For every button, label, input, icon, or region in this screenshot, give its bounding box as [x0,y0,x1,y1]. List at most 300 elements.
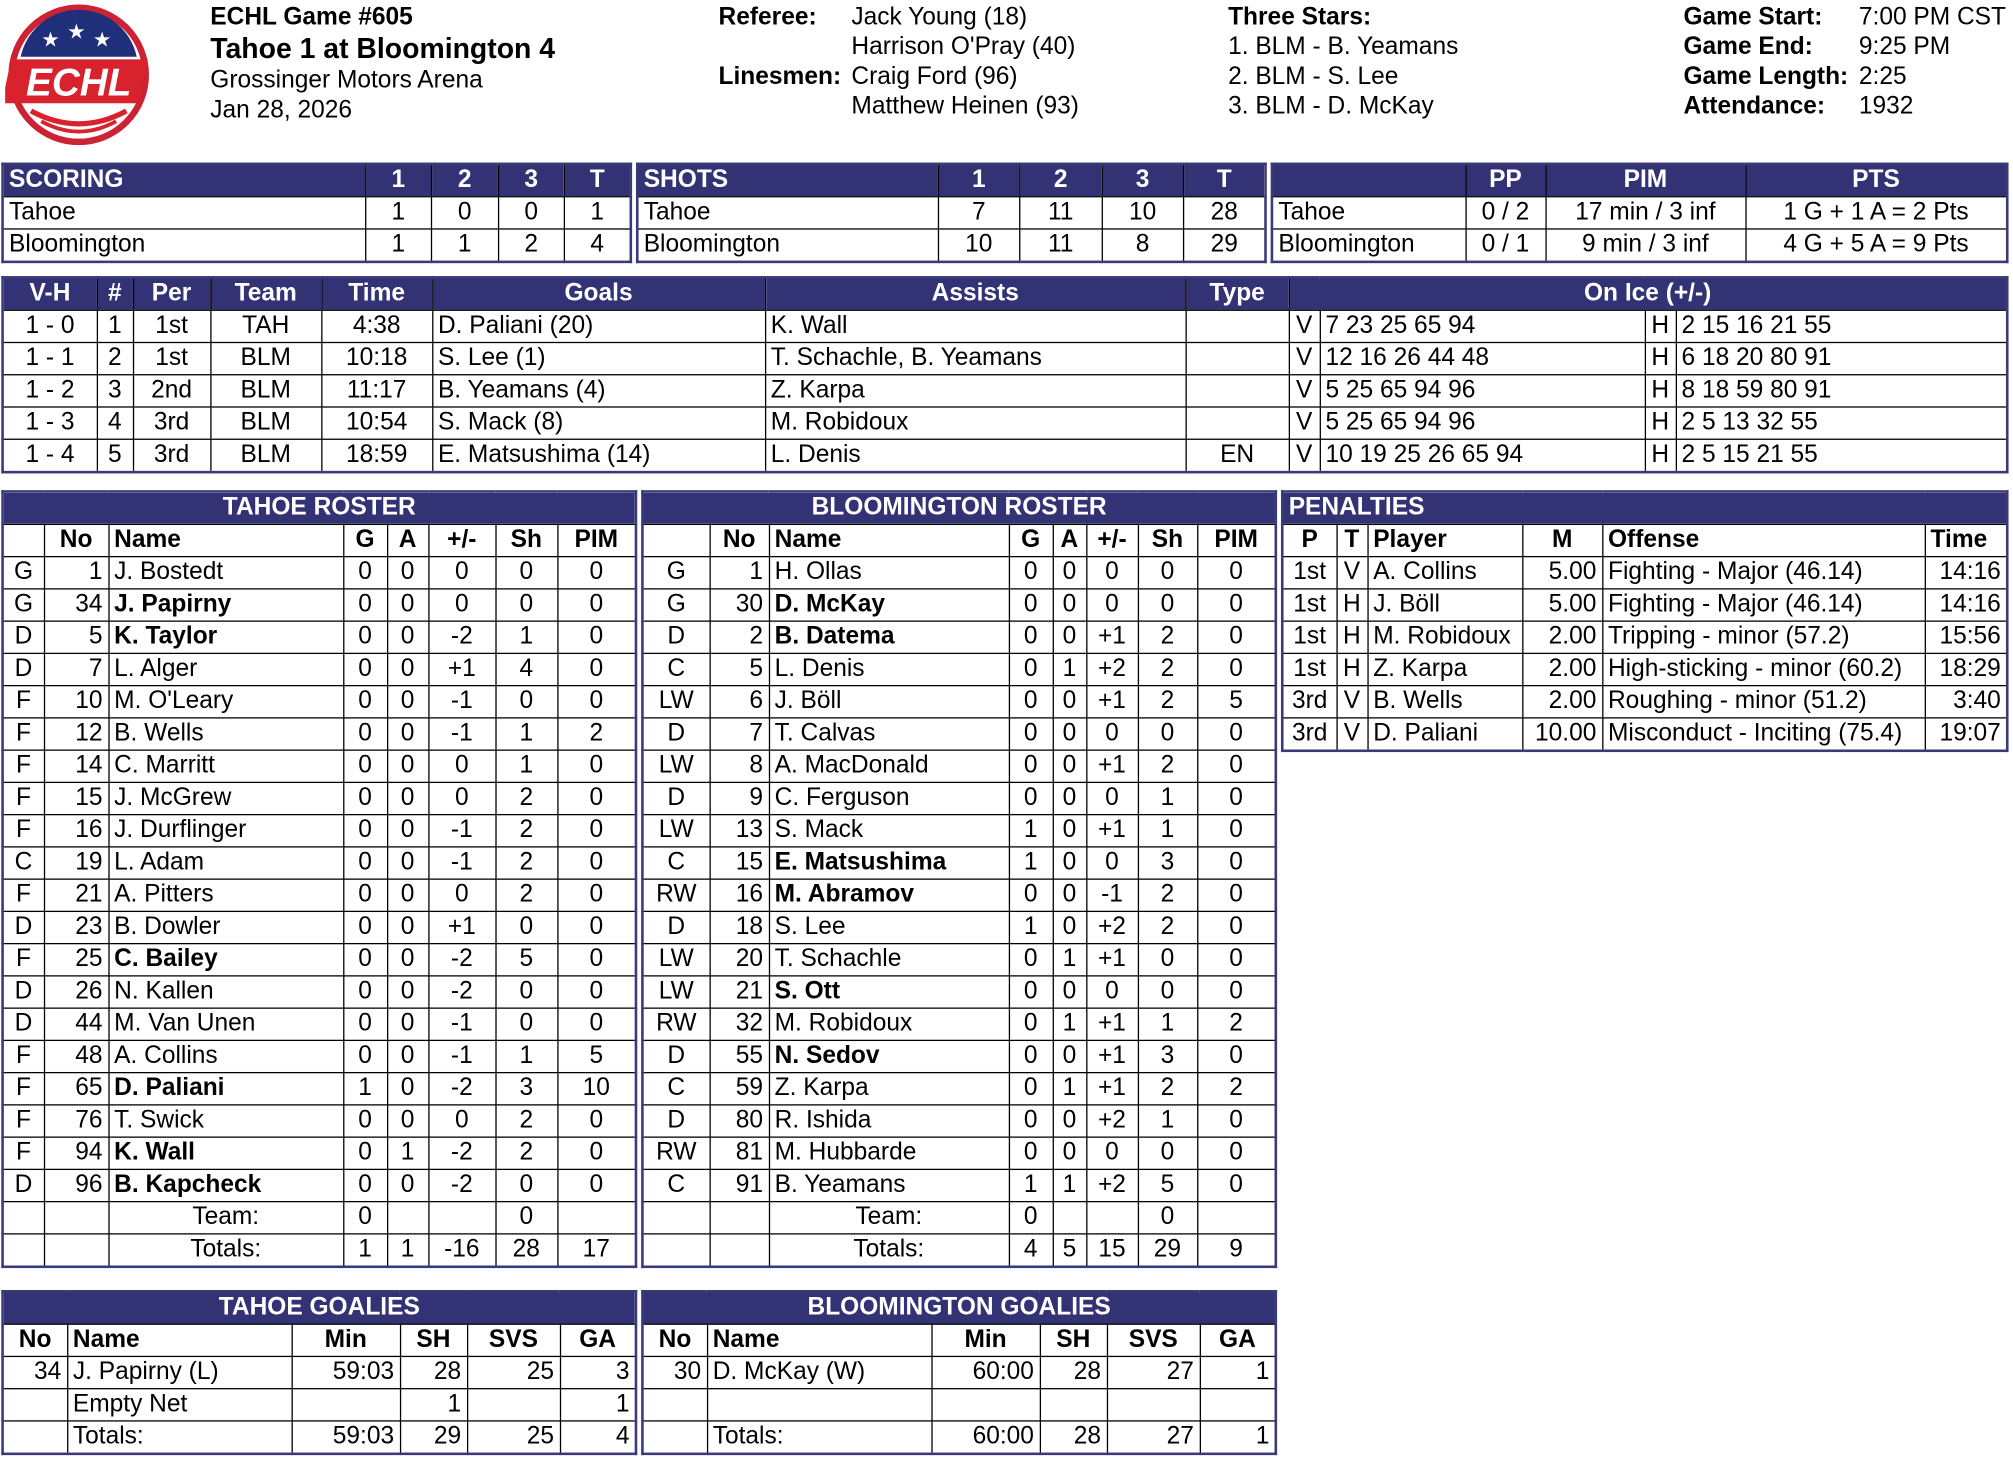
scoring-col-2: 2 [432,164,498,197]
player-name: K. Wall [108,1137,343,1169]
roster-row [3,1073,636,1105]
player-pim: 0 [1197,1040,1276,1072]
goalie-goals-against: 4 [560,1421,636,1454]
player-goals: 0 [1009,1105,1053,1137]
time-col: Time [321,277,432,310]
pen-period-col: P [1282,524,1336,556]
player-plus-minus: -1 [1086,879,1138,911]
penalty-offense: Tripping - minor (57.2) [1602,621,1925,653]
goal-assists: M. Robidoux [765,407,1186,439]
period-shots: 11 [1020,229,1102,262]
roster-row [642,879,1275,911]
game-length: 2:25 [1858,63,1907,91]
team-label: Team: [108,1202,343,1234]
totals-row [642,1234,1275,1267]
player-pim: 0 [557,815,636,847]
roster-row [3,589,636,621]
total-goals: 1 [343,1234,387,1267]
player-plus-minus: -1 [428,815,495,847]
player-plus-minus: 0 [428,1105,495,1137]
player-plus-minus: -1 [428,1040,495,1072]
penalty-row [1282,686,2007,718]
player-name: S. Lee [769,911,1009,943]
score-state: 1 - 3 [3,407,97,439]
scoring-col-t: T [564,164,630,197]
roster-row [3,782,636,814]
penalty-player: M. Robidoux [1367,621,1522,653]
player-position: F [3,750,44,782]
player-pim: 0 [557,879,636,911]
player-goals: 0 [1009,1137,1053,1169]
player-shots: 2 [1138,621,1197,653]
player-assists: 0 [1053,815,1087,847]
player-number: 26 [44,976,109,1008]
penalties-title: PENALTIES [1282,491,2007,524]
player-number: 6 [710,686,769,718]
total-plus-minus: 15 [1086,1234,1138,1267]
player-shots: 1 [495,750,557,782]
player-plus-minus: +1 [1086,1008,1138,1040]
player-goals: 0 [1009,944,1053,976]
player-shots: 2 [1138,911,1197,943]
player-plus-minus: +1 [428,911,495,943]
scoring-table [1,163,632,264]
player-number: 9 [710,782,769,814]
goalie-minutes: 60:00 [931,1356,1039,1388]
visitor-on-ice: 5 25 65 94 96 [1320,407,1645,439]
team-name: Tahoe [1272,197,1466,229]
game-start-label: Game Start: [1683,3,1823,31]
player-plus-minus: 0 [1086,718,1138,750]
player-assists: 0 [387,557,428,589]
goalie-saves: 25 [467,1421,560,1454]
vh-col: V-H [3,277,97,310]
player-assists: 0 [387,621,428,653]
player-name: L. Denis [769,653,1009,685]
visitor-marker: V [1289,375,1320,407]
period-score: 1 [365,197,431,229]
player-plus-minus: 0 [1086,782,1138,814]
player-number: 12 [44,718,109,750]
star-2: 2. BLM - S. Lee [1228,63,1399,91]
player-assists: 0 [1053,589,1087,621]
penalty-row [1282,718,2007,751]
player-position: RW [642,1137,709,1169]
player-assists: 0 [387,750,428,782]
player-goals: 0 [343,589,387,621]
game-end-label: Game End: [1683,33,1813,61]
total-pim: 9 [1197,1234,1276,1267]
player-assists: 1 [1053,944,1087,976]
goal-number: 1 [97,310,133,342]
penalty-minutes: 2.00 [1522,621,1602,653]
penalty-minutes: 10.00 [1522,718,1602,751]
player-plus-minus: +1 [428,653,495,685]
player-position: F [3,1073,44,1105]
goalie-number [642,1389,707,1421]
sh-col: Sh [495,524,557,556]
player-pim: 0 [1197,653,1276,685]
player-assists: 0 [1053,1137,1087,1169]
total-assists: 1 [387,1234,428,1267]
player-assists: 0 [387,1040,428,1072]
player-name: A. Pitters [108,879,343,911]
home-marker: H [1645,342,1676,374]
player-assists: 0 [1053,976,1087,1008]
penalty-time: 3:40 [1925,686,2008,718]
player-assists: 0 [1053,847,1087,879]
goal-type [1186,375,1289,407]
shots-col-t: T [1184,164,1266,197]
player-assists: 0 [387,1169,428,1201]
pts-value: 1 G + 1 A = 2 Pts [1745,197,2007,229]
player-plus-minus: -2 [428,1137,495,1169]
player-assists: 0 [387,911,428,943]
player-pim: 0 [557,653,636,685]
team-stats-row [3,1202,636,1234]
goal-assists: Z. Karpa [765,375,1186,407]
goalie-row [642,1356,1275,1388]
tahoe-roster-table [1,490,637,1268]
goalie-number: 30 [642,1356,707,1388]
player-number: 5 [44,621,109,653]
goalie-goals-against [1200,1389,1276,1421]
player-name: B. Yeamans [769,1169,1009,1201]
player-assists: 0 [387,1008,428,1040]
visitor-marker: V [1289,342,1320,374]
pen-time-col: Time [1925,524,2008,556]
player-goals: 0 [343,879,387,911]
player-name: N. Sedov [769,1040,1009,1072]
player-assists: 0 [1053,557,1087,589]
player-shots: 3 [1138,847,1197,879]
player-shots: 0 [495,911,557,943]
empty-cell [557,1202,636,1234]
goal-time: 4:38 [321,310,432,342]
player-position: RW [642,879,709,911]
period-score: 1 [432,229,498,262]
game-times [1683,3,2006,122]
goal-row [3,375,2008,407]
visitor-marker: V [1289,439,1320,472]
goalie-min-col: Min [931,1324,1039,1356]
three-stars [1228,3,1458,122]
visitor-marker: V [1289,310,1320,342]
player-plus-minus: 0 [428,782,495,814]
player-number: 1 [44,557,109,589]
roster-row [642,621,1275,653]
goalie-name: D. McKay (W) [707,1356,931,1388]
player-goals: 1 [1009,1169,1053,1201]
player-number: 65 [44,1073,109,1105]
player-plus-minus: 0 [1086,976,1138,1008]
goal-type [1186,342,1289,374]
player-name: S. Ott [769,976,1009,1008]
goalie-name: Totals: [67,1421,291,1454]
player-shots: 0 [495,686,557,718]
player-name: D. McKay [769,589,1009,621]
player-goals: 0 [343,686,387,718]
player-assists: 0 [387,815,428,847]
goalie-saves [1107,1389,1200,1421]
player-pim: 0 [557,621,636,653]
penalty-offense: High-sticking - minor (60.2) [1602,653,1925,685]
empty-cell [3,1202,44,1234]
goal-assists: L. Denis [765,439,1186,472]
goalie-name [707,1389,931,1421]
roster-row [642,815,1275,847]
penalty-offense: Fighting - Major (46.14) [1602,589,1925,621]
matchup-title: Tahoe 1 at Bloomington 4 [210,32,556,65]
goal-team: BLM [210,342,321,374]
player-shots: 1 [495,1040,557,1072]
penalty-minutes: 2.00 [1522,653,1602,685]
player-goals: 1 [1009,911,1053,943]
goalie-minutes: 60:00 [931,1421,1039,1454]
player-position: LW [642,944,709,976]
player-plus-minus: -2 [428,1073,495,1105]
player-shots: 0 [1138,718,1197,750]
player-number: 44 [44,1008,109,1040]
total-goals: 4 [1009,1234,1053,1267]
penalty-period: 3rd [1282,718,1336,751]
pts-col: PTS [1745,164,2007,197]
pts-value: 4 G + 5 A = 9 Pts [1745,229,2007,262]
roster-row [3,1008,636,1040]
scoring-col-1: 1 [365,164,431,197]
player-plus-minus: 0 [428,750,495,782]
player-shots: 4 [495,653,557,685]
player-pim: 0 [1197,1137,1276,1169]
roster-row [642,653,1275,685]
player-position: LW [642,686,709,718]
player-assists: 0 [387,718,428,750]
player-position: F [3,686,44,718]
svg-text:ECHL: ECHL [26,61,132,105]
player-position: G [642,557,709,589]
penalty-player: A. Collins [1367,557,1522,589]
player-position: F [3,718,44,750]
player-name: D. Paliani [108,1073,343,1105]
goalie-row [3,1356,636,1388]
player-pim: 0 [1197,782,1276,814]
player-number: 5 [710,653,769,685]
player-pim: 0 [1197,750,1276,782]
player-shots: 0 [1138,1137,1197,1169]
player-plus-minus: -1 [428,847,495,879]
goal-team: BLM [210,439,321,472]
player-position: D [3,976,44,1008]
player-number: 1 [710,557,769,589]
home-on-ice: 2 15 16 21 55 [1676,310,2008,342]
player-name: J. Böll [769,686,1009,718]
player-assists: 1 [1053,1073,1087,1105]
player-number: 19 [44,847,109,879]
player-goals: 0 [343,944,387,976]
penalty-period: 1st [1282,621,1336,653]
player-plus-minus: 0 [1086,557,1138,589]
player-assists: 1 [1053,653,1087,685]
player-position: LW [642,976,709,1008]
roster-row [3,1040,636,1072]
player-pim: 0 [1197,879,1276,911]
goalie-no-col: No [3,1324,68,1356]
goalie-row [3,1389,636,1421]
player-name: T. Calvas [769,718,1009,750]
goalie-number [3,1389,68,1421]
totals-label: Totals: [108,1234,343,1267]
team-col: Team [210,277,321,310]
player-pim: 0 [557,847,636,879]
score-state: 1 - 0 [3,310,97,342]
pp-value: 0 / 1 [1465,229,1545,262]
player-shots: 2 [1138,750,1197,782]
home-on-ice: 2 5 13 32 55 [1676,407,2008,439]
officials [719,3,1079,122]
player-name: J. Durflinger [108,815,343,847]
player-name: M. Hubbarde [769,1137,1009,1169]
type-col: Type [1186,277,1289,310]
roster-row [642,686,1275,718]
goal-period: 1st [133,310,210,342]
player-position: D [642,782,709,814]
player-plus-minus: 0 [1086,847,1138,879]
total-shots: 29 [1138,1234,1197,1267]
roster-row [3,750,636,782]
player-goals: 0 [343,750,387,782]
g-col: G [1009,524,1053,556]
player-goals: 0 [1009,976,1053,1008]
roster-row [3,686,636,718]
player-shots: 0 [495,1169,557,1201]
linesman-1: Craig Ford (96) [851,63,1018,91]
player-pim: 0 [557,557,636,589]
period-score: 1 [365,229,431,262]
penalty-row [1282,557,2007,589]
pen-offense-col: Offense [1602,524,1925,556]
player-plus-minus: -1 [428,718,495,750]
player-pim: 0 [557,686,636,718]
player-goals: 0 [1009,782,1053,814]
player-pim: 5 [557,1040,636,1072]
stars-label: Three Stars: [1228,3,1372,31]
penalty-team: V [1336,718,1367,751]
goals-table [1,276,2008,473]
player-pim: 0 [557,976,636,1008]
sh-col: Sh [1138,524,1197,556]
goalie-saves: 25 [467,1356,560,1388]
roster-row [3,911,636,943]
player-assists: 0 [1053,718,1087,750]
a-col: A [387,524,428,556]
penalty-time: 14:16 [1925,557,2008,589]
player-plus-minus: 0 [428,557,495,589]
team-goals: 0 [1009,1202,1053,1234]
team-name: Bloomington [637,229,938,262]
player-position: F [3,815,44,847]
tahoe-goalies-title: TAHOE GOALIES [3,1291,636,1324]
a-col: A [1053,524,1087,556]
tahoe-goalies-table [1,1290,637,1455]
player-position: F [3,944,44,976]
player-goals: 0 [1009,589,1053,621]
player-name: B. Kapcheck [108,1169,343,1201]
pp-col: PP [1465,164,1545,197]
player-shots: 2 [495,847,557,879]
roster-row [3,976,636,1008]
penalty-player: B. Wells [1367,686,1522,718]
player-plus-minus: -2 [428,976,495,1008]
penalty-time: 19:07 [1925,718,2008,751]
roster-row [3,944,636,976]
goal-type [1186,407,1289,439]
goalie-name-col: Name [707,1324,931,1356]
player-goals: 1 [343,1073,387,1105]
empty-cell [387,1202,428,1234]
player-assists: 1 [1053,1169,1087,1201]
goalie-number [3,1421,68,1454]
penalty-time: 18:29 [1925,653,2008,685]
scoring-title: SCORING [3,164,365,197]
assists-col: Assists [765,277,1186,310]
period-score: 0 [432,197,498,229]
player-goals: 0 [343,653,387,685]
player-plus-minus: +1 [1086,944,1138,976]
goal-row [3,407,2008,439]
game-length-label: Game Length: [1683,63,1849,91]
period-shots: 8 [1102,229,1184,262]
period-shots: 10 [938,229,1020,262]
goalie-svs-col: SVS [467,1324,560,1356]
goalie-name: Totals: [707,1421,931,1454]
player-number: 13 [710,815,769,847]
visitor-on-ice: 10 19 25 26 65 94 [1320,439,1645,472]
linesman-2: Matthew Heinen (93) [851,92,1079,120]
player-position: D [3,911,44,943]
player-number: 10 [44,686,109,718]
player-number: 23 [44,911,109,943]
roster-row [642,1137,1275,1169]
total-score: 1 [564,197,630,229]
pos-col [3,524,44,556]
player-goals: 0 [343,911,387,943]
player-plus-minus: +2 [1086,1169,1138,1201]
player-assists: 0 [387,1105,428,1137]
player-assists: 0 [1053,879,1087,911]
team-name: Bloomington [1272,229,1466,262]
player-plus-minus: +2 [1086,911,1138,943]
player-assists: 0 [387,782,428,814]
player-name: K. Taylor [108,621,343,653]
period-col: Per [133,277,210,310]
roster-row [3,557,636,589]
player-pim: 0 [1197,976,1276,1008]
penalty-team: V [1336,557,1367,589]
player-plus-minus: 0 [428,879,495,911]
player-number: 55 [710,1040,769,1072]
player-assists: 0 [387,589,428,621]
player-position: C [642,1073,709,1105]
arena-name: Grossinger Motors Arena [210,67,483,95]
penalty-team: H [1336,589,1367,621]
player-number: 59 [710,1073,769,1105]
player-plus-minus: +2 [1086,653,1138,685]
penalty-player: Z. Karpa [1367,653,1522,685]
shots-table [636,163,1267,264]
player-pim: 0 [1197,557,1276,589]
game-info [210,3,555,126]
player-shots: 0 [1138,557,1197,589]
